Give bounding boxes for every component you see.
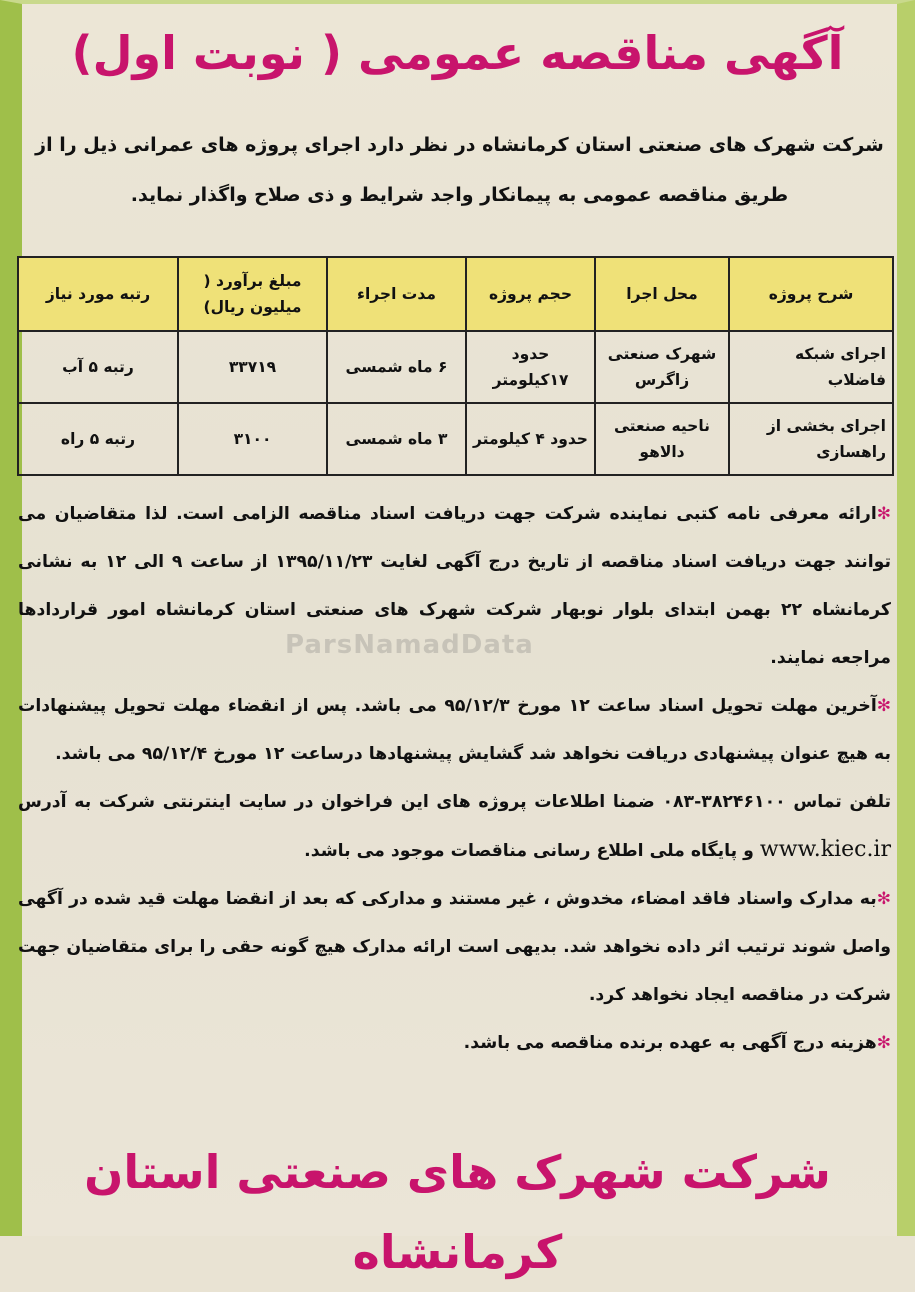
notice-body	[18, 490, 891, 1067]
row1-volume: حدود ۱۷کیلومتر	[466, 331, 595, 403]
paragraph-invalid-documents: ✻به مدارک واسناد فاقد امضاء، مخدوش ، غیر مستند و مدارکی که بعد از انقضا مهلت قید شده در آگهی واصل شوند ترتیب اثر داده نخواهد شد. بدیهی است ارائه مدارک هیچ گونه حقی را برای متقاضیان جهت شرکت در مناقصه ایجاد نخواهد کرد.	[18, 889, 891, 1005]
flower-bullet-icon: ✻	[876, 889, 891, 909]
row2-description: اجرای بخشی از راهسازی	[729, 403, 893, 475]
table-header-row	[18, 257, 893, 331]
notice-title: آگهی مناقصه عمومی ( نوبت اول)	[71, 26, 844, 80]
header-estimate: مبلغ برآورد ( میلیون ریال)	[178, 257, 327, 331]
table-row	[18, 403, 893, 475]
header-duration: مدت اجراء	[327, 257, 466, 331]
paragraph-contact: تلفن تماس ۳۸۲۴۶۱۰۰-۰۸۳ ضمنا اطلاعات پروژه های این فراخوان در سایت اینترنتی شرکت به آدرس www.kiec.ir و پایگاه ملی اطلاع رسانی مناقصات موجود می باشد.	[18, 792, 891, 862]
row2-estimate: ۳۱۰۰	[178, 403, 327, 475]
header-location: محل اجرا	[595, 257, 729, 331]
notice-intro: شرکت شهرک های صنعتی استان کرمانشاه در نظر دارد اجرای پروژه های عمرانی ذیل را از طریق مناقصه عمومی به پیمانکار واجد شرایط و ذی صلاح واگذار نماید.	[35, 134, 884, 206]
row1-duration: ۶ ماه شمسی	[327, 331, 466, 403]
row2-volume: حدود ۴ کیلومتر	[466, 403, 595, 475]
row2-grade: رتبه ۵ راه	[18, 403, 178, 475]
projects-table	[17, 256, 894, 476]
paragraph-documents: ✻ارائه معرفی نامه کتبی نماینده شرکت جهت دریافت اسناد مناقصه الزامی است. لذا متقاضیان می توانند جهت دریافت اسناد مناقصه از تاریخ درج آگهی لغایت ۱۳۹۵/۱۱/۲۳ از ساعت ۹ الی ۱۲ به نشانی کرمانشاه ۲۲ بهمن ابتدای بلوار نوبهار شرکت شهرک های صنعتی استان کرمانشاه امور قراردادها مراجعه نمایند.	[18, 504, 891, 668]
website-link[interactable]: www.kiec.ir	[759, 837, 891, 862]
row2-location: ناحیه صنعتی دالاهو	[595, 403, 729, 475]
row2-duration: ۳ ماه شمسی	[327, 403, 466, 475]
row1-grade: رتبه ۵ آب	[18, 331, 178, 403]
row1-description: اجرای شبکه فاضلاب	[729, 331, 893, 403]
watermark: ParsNamadData	[285, 630, 534, 660]
row1-location: شهرک صنعتی زاگرس	[595, 331, 729, 403]
flower-bullet-icon: ✻	[876, 1033, 891, 1053]
row1-estimate: ۳۳۷۱۹	[178, 331, 327, 403]
header-project-description: شرح پروژه	[729, 257, 893, 331]
flower-bullet-icon: ✻	[876, 504, 891, 524]
flower-bullet-icon: ✻	[876, 696, 891, 716]
paragraph-deadline: ✻آخرین مهلت تحویل اسناد ساعت ۱۲ مورخ ۹۵/۱۲/۳ می باشد. پس از انقضاء مهلت تحویل پیشنهادات به هیچ عنوان پیشنهادی دریافت نخواهد شد گشایش پیشنهادها درساعت ۱۲ مورخ ۹۵/۱۲/۴ می باشد.	[18, 696, 891, 764]
header-volume: حجم پروژه	[466, 257, 595, 331]
table-row	[18, 331, 893, 403]
footer-company-name: شرکت شهرک های صنعتی استان کرمانشاه	[84, 1145, 831, 1279]
header-grade: رتبه مورد نیاز	[18, 257, 178, 331]
paragraph-cost: ✻هزینه درج آگهی به عهده برنده مناقصه می باشد.	[463, 1033, 891, 1053]
